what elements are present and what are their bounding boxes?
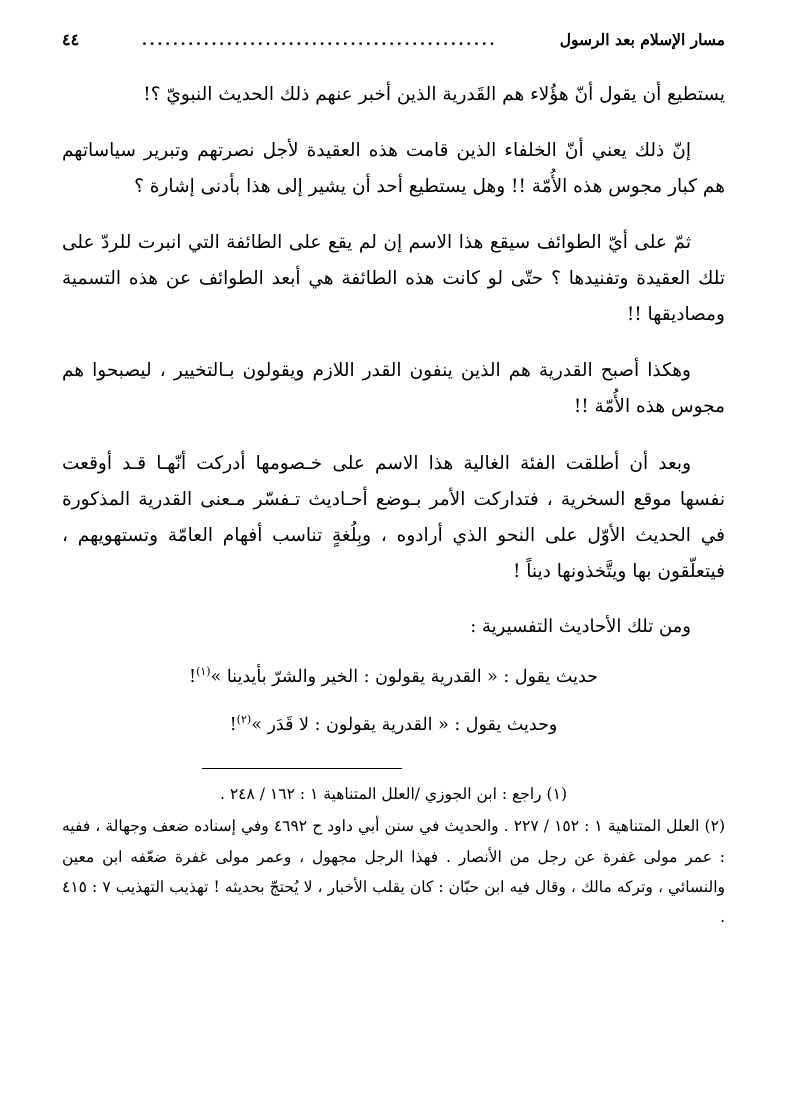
footnote-area — [62, 779, 725, 932]
footnote-marker: (١) — [196, 665, 211, 679]
footnote-item: (١) راجع : ابن الجوزي /العلل المتناهية ١ : ١٦٢ / ٢٤٨ . — [220, 785, 567, 804]
section-intro-line: ومن تلك الأحاديث التفسيرية : — [470, 615, 691, 637]
hadith-quote — [62, 708, 725, 742]
hadith-quote-tail: ! — [229, 715, 237, 736]
paragraph: يستطيع أن يقول أنّ هؤُلاء هم القَدرية الذين أخبر عنهم ذلك الحديث النبويّ ؟! — [143, 84, 725, 105]
paragraph: ثمّ على أيّ الطوائف سيقع هذا الاسم إن لم يقع على الطائفة التي انبرت للردّ على تلك العقيدة وتفنيدها ؟ حتّى لو كانت هذه الطائفة هي أبعد الطوائف عن هذه التسمية ومصاديقها !! — [62, 232, 725, 326]
book-title: مسار الإسلام بعد الرسول — [559, 30, 725, 49]
paragraph: وهكذا أصبح القدرية هم الذين ينفون القدر اللازم ويقولون بـالتخيير ، ليصبحوا هم مجوس هذه الأُمّة !! — [62, 360, 725, 418]
page-body — [62, 77, 725, 742]
hadith-quote-tail: ! — [189, 666, 197, 687]
hadith-quote-text: وحديث يقول : « القدرية يقولون : لا قَدَر » — [251, 715, 558, 736]
footnote-separator — [202, 768, 402, 769]
footnote-marker: (٢) — [236, 713, 252, 727]
header-dot-leader: .............................................. — [141, 33, 498, 48]
hadith-quote-text: حديث يقول : « القدرية يقولون : الخير والشرّ بأيدينا » — [210, 666, 598, 687]
paragraph: وبعد أن أطلقت الفئة الغالية هذا الاسم على خـصومها أدركت أنّهـا قـد أوقعت نفسها موقع السخرية ، فتداركت الأمر بـوضع أحـاديث تـفسّر مـعنى القدرية المذكورة في الحديث الأوّل على النحو الذي أرادوه ، وبِلُغةٍ تناسب أفهام العامّة وتستهويهم ، فيتعلّقون بها ويتَّخذونها ديناً ! — [62, 452, 725, 582]
footnote-item: (٢) العلل المتناهية ١ : ١٥٢ / ٢٢٧ . والحديث في سنن أبي داود ح ٤٦٩٢ وفي إسناده ضعف وجهالة ، ففيه : عمر مولى غفرة عن رجل من الأنصار . فهذا الرجل مجهول ، وعمر مولى غفرة ضعّفه ابن معين والنسائي ، وتركه مالك ، وقال فيه ابن حبّان : كان يقلب الأخبار ، لا يُحتجّ بحديثه ! تهذيب التهذيب ٧ : ٤١٥ . — [62, 817, 725, 927]
paragraph: إنّ ذلك يعني أنّ الخلفاء الذين قامت هذه العقيدة لأجل نصرتهم وتبرير سياساتهم هم كبار مجوس هذه الأُمّة !! وهل يستطيع أحد أن يشير إلى هذا بأدنى إشارة ؟ — [62, 140, 725, 198]
hadith-quote — [62, 660, 725, 694]
page-header — [62, 30, 725, 49]
page-number: ٤٤ — [62, 30, 80, 49]
